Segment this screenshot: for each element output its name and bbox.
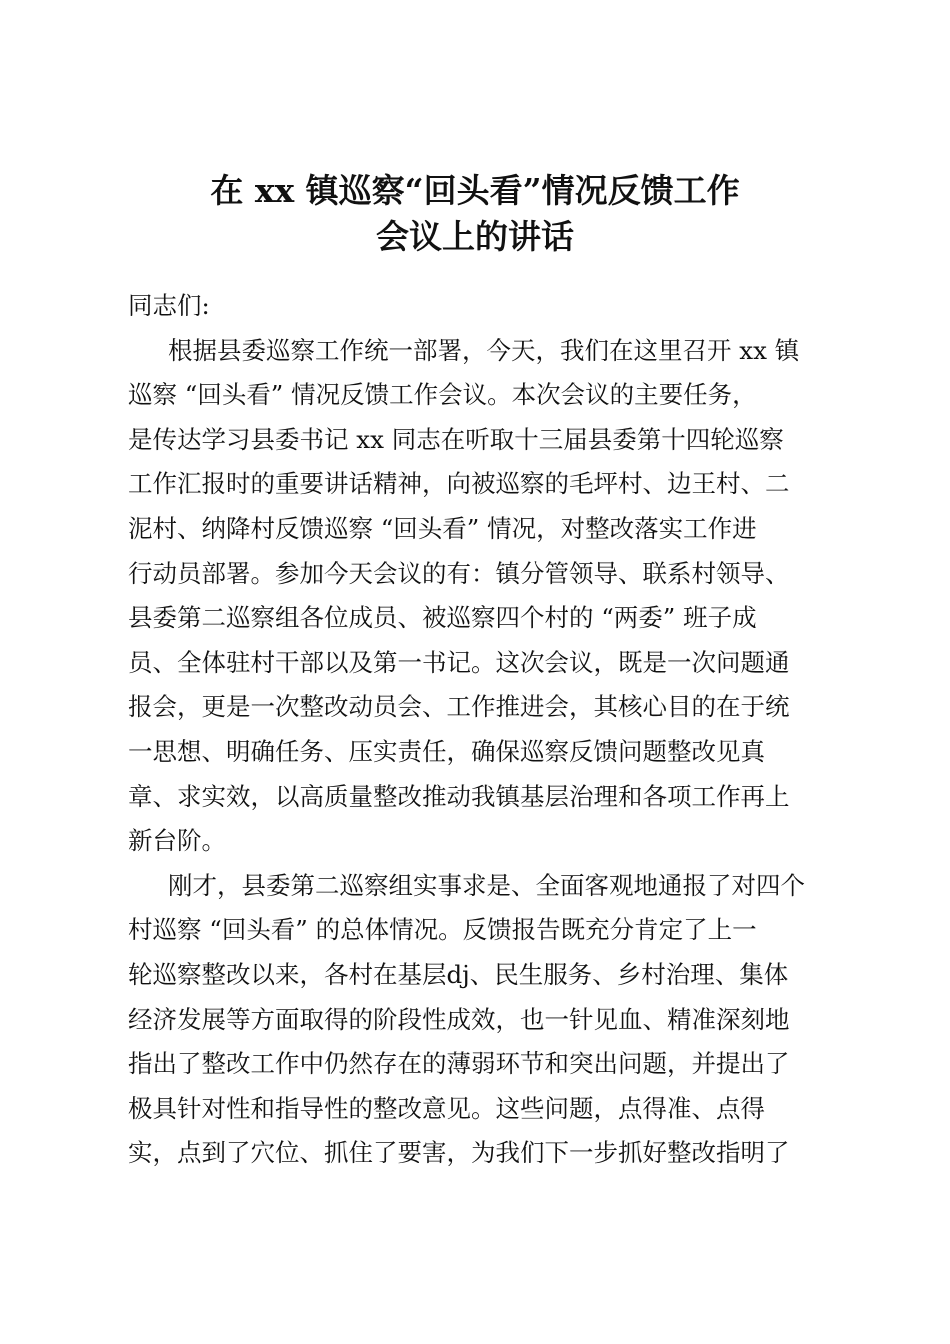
paragraph-1-line: 根据县委巡察工作统一部署，今天，我们在这里召开 xx 镇 [168, 335, 800, 365]
document-title [100, 168, 850, 260]
paragraph-2-line: 实，点到了穴位、抓住了要害，为我们下一步抓好整改指明了 [128, 1138, 790, 1168]
paragraph-2-line: 刚才，县委第二巡察组实事求是、全面客观地通报了对四个 [168, 870, 805, 900]
paragraph-2-line: 村巡察 “回头看” 的总体情况。反馈报告既充分肯定了上一 [128, 915, 757, 945]
paragraph-2-line: 极具针对性和指导性的整改意见。这些问题，点得准、点得 [128, 1093, 765, 1123]
paragraph-1-line: 员、全体驻村干部以及第一书记。这次会议，既是一次问题通 [128, 647, 790, 677]
paragraph-1-line: 行动员部署。参加今天会议的有：镇分管领导、联系村领导、 [128, 558, 790, 588]
paragraph-1-line: 报会，更是一次整改动员会、工作推进会，其核心目的在于统 [128, 692, 790, 722]
paragraph-2-line: 轮巡察整改以来，各村在基层dj、民生服务、乡村治理、集体 [128, 959, 789, 989]
paragraph-2 [128, 864, 828, 1176]
paragraph-1-line: 章、求实效，以高质量整改推动我镇基层治理和各项工作再上 [128, 781, 790, 811]
document-body [128, 284, 828, 1176]
title-line-1: 在 xx 镇巡察“回头看”情况反馈工作 [210, 171, 740, 210]
paragraph-2-line: 经济发展等方面取得的阶段性成效，也一针见血、精准深刻地 [128, 1004, 790, 1034]
salutation: 同志们: [128, 291, 210, 320]
paragraph-1-line: 巡察 “回头看” 情况反馈工作会议。本次会议的主要任务， [128, 380, 757, 410]
paragraph-1-line: 泥村、纳降村反馈巡察 “回头看” 情况，对整改落实工作进 [128, 513, 757, 543]
paragraph-1 [128, 329, 828, 864]
paragraph-1-line: 县委第二巡察组各位成员、被巡察四个村的 “两委” 班子成 [128, 603, 757, 633]
paragraph-2-line: 指出了整改工作中仍然存在的薄弱环节和突出问题，并提出了 [128, 1049, 790, 1079]
paragraph-1-line: 新台阶。 [128, 826, 226, 856]
paragraph-1-line: 一思想、明确任务、压实责任，确保巡察反馈问题整改见真 [128, 736, 765, 766]
title-line-2: 会议上的讲话 [376, 217, 574, 256]
paragraph-1-line: 是传达学习县委书记 xx 同志在听取十三届县委第十四轮巡察 [128, 424, 784, 454]
paragraph-1-line: 工作汇报时的重要讲话精神，向被巡察的毛坪村、边王村、二 [128, 469, 790, 499]
